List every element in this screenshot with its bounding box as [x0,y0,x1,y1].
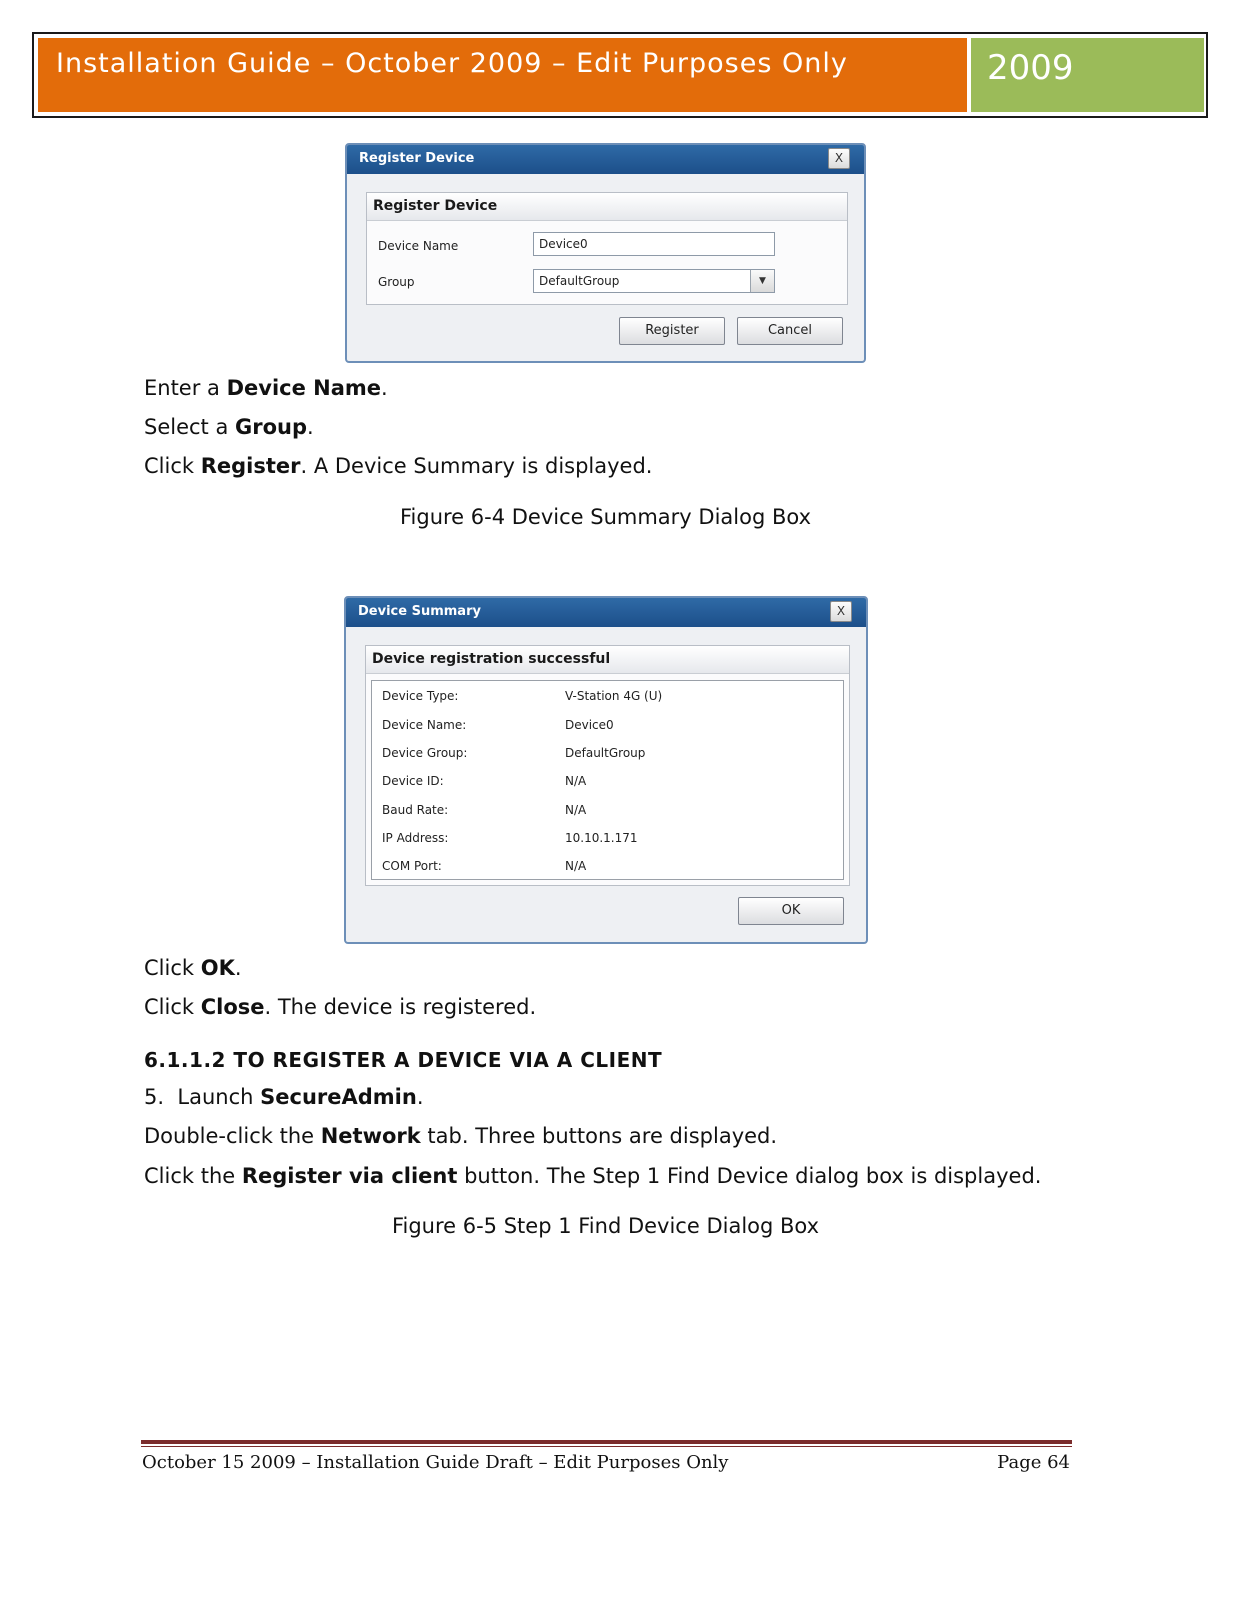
group-header [367,193,847,221]
dialog-title: Device Summary [358,604,481,619]
summary-table [371,680,844,880]
row-label: Device ID: [382,774,444,788]
step-text: . A Device Summary is displayed. [300,454,653,478]
row-label: Device Type: [382,689,459,703]
row-value: Device0 [565,718,614,732]
device-name-input[interactable]: Device0 [533,232,775,256]
group-title: Device registration successful [372,651,611,667]
close-icon[interactable]: X [828,148,850,169]
step-bold: Network [320,1124,421,1148]
page-number: Page 64 [997,1452,1070,1473]
figure-6-5-caption: Figure 6-5 Step 1 Find Device Dialog Box [391,1214,820,1238]
step-text: tab. Three buttons are displayed. [420,1124,778,1148]
step-text: . [416,1085,424,1109]
dialog-title: Register Device [359,151,475,166]
step-bold: OK [200,956,235,980]
step-number: 5. [144,1085,165,1109]
step-text: . [381,376,388,400]
register-device-dialog [345,143,866,363]
row-label: Device Name: [382,718,467,732]
close-icon[interactable]: X [830,601,852,622]
step-bold: Register [200,454,301,478]
header-year: 2009 [987,48,1074,88]
footer-rule-thin [141,1446,1072,1447]
header-banner [32,32,1208,118]
group-select-value: DefaultGroup [539,274,620,288]
header-year-box [971,38,1204,112]
group-title: Register Device [373,198,498,214]
step-text: . [307,415,314,439]
step-bold: Device Name [226,376,382,400]
step-click-register-via-client [144,1164,1041,1188]
step-enter-device-name [144,376,388,400]
row-value: V-Station 4G (U) [565,689,663,703]
step-text: Click [144,995,201,1019]
step-text: button. The Step 1 Find Device dialog box is displayed. [457,1164,1042,1188]
step-launch-secureadmin [144,1085,424,1109]
row-value: N/A [565,859,587,873]
group-select[interactable] [533,269,775,293]
step-bold: Group [235,415,308,439]
group-label: Group [378,275,415,289]
row-value: DefaultGroup [565,746,646,760]
row-label: Device Group: [382,746,468,760]
footer-text: October 15 2009 – Installation Guide Draft – Edit Purposes Only [142,1452,729,1473]
header-title-box [38,38,967,112]
row-label: Baud Rate: [382,803,449,817]
step-text: Click the [144,1164,242,1188]
step-bold: Close [200,995,265,1019]
section-heading: 6.1.1.2 TO REGISTER A DEVICE VIA A CLIENT [144,1048,663,1072]
step-text: Double-click the [144,1124,321,1148]
footer-rule [141,1440,1072,1444]
device-summary-dialog [344,596,868,944]
step-bold: SecureAdmin [260,1085,417,1109]
step-click-register [144,454,653,478]
chevron-down-icon[interactable]: ▼ [750,270,774,292]
step-text: Select a [144,415,236,439]
step-text: . The device is registered. [264,995,537,1019]
row-value: N/A [565,803,587,817]
dialog-titlebar [346,598,866,627]
row-label: COM Port: [382,859,442,873]
register-device-group [366,192,848,305]
step-text: Click [144,454,201,478]
cancel-button[interactable]: Cancel [737,317,843,345]
step-text: Launch [177,1085,261,1109]
step-text: Enter a [144,376,227,400]
step-select-group [144,415,314,439]
step-text: . [234,956,242,980]
row-value: 10.10.1.171 [565,831,638,845]
ok-button[interactable]: OK [738,897,844,925]
register-button[interactable]: Register [619,317,725,345]
step-click-ok [144,956,242,980]
group-header [366,646,849,674]
dialog-titlebar [347,145,864,174]
step-double-click-network [144,1124,777,1148]
device-name-label: Device Name [378,239,459,253]
step-bold: Register via client [241,1164,458,1188]
step-text: Click [144,956,201,980]
summary-group [365,645,850,886]
row-value: N/A [565,774,587,788]
header-title: Installation Guide – October 2009 – Edit Purposes Only [56,48,848,79]
row-label: IP Address: [382,831,449,845]
step-click-close [144,995,536,1019]
figure-6-4-caption: Figure 6-4 Device Summary Dialog Box [399,505,812,529]
